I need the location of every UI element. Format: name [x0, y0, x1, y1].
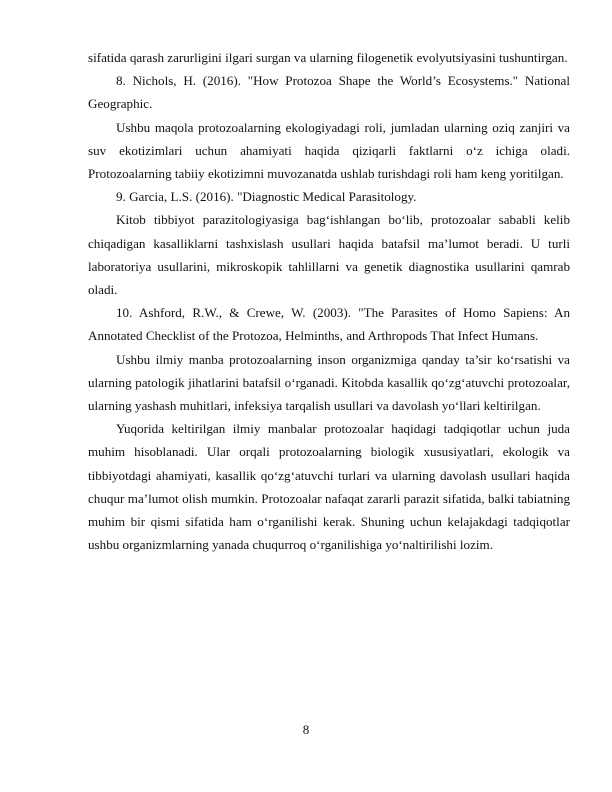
paragraph-continuation: sifatida qarash zarurligini ilgari surgan va ularning filogenetik evolyutsiyasini tushuntirgan. [88, 50, 568, 65]
conclusion-paragraph: Yuqorida keltirilgan ilmiy manbalar protozoalar haqidagi tadqiqotlar uchun juda muhim hisoblanadi. Ular orqali protozoalarning biologik xususiyatlari, ekologik va tibbiyotdagi ahamiyati, kasallik qo‘zg‘atuvchi turlari va ularning davolash usullari haqida chuqur ma’lumot olish mumkin. Protozoalar nafaqat zararli parazit sifatida, balki tabiatning muhim bir qismi sifatida ham o‘rganilishi kerak. Shuning uchun kelajakdagi tadqiqotlar ushbu organizmlarning yanada chuqurroq o‘rganilishiga yo‘naltirilishi lozim. [88, 421, 570, 553]
reference-9: 9. Garcia, L.S. (2016). "Diagnostic Medical Parasitology. [116, 189, 417, 205]
page-body [88, 46, 570, 556]
page-number: 8 [302, 722, 310, 737]
reference-10: 10. Ashford, R.W., & Crewe, W. (2003). "The Parasites of Homo Sapiens: An Annotated Checklist of the Protozoa, Helminths, and Arthropods That Infect Humans. [88, 305, 570, 344]
reference-10-description: Ushbu ilmiy manba protozoalarning inson organizmiga qanday ta’sir ko‘rsatishi va ularning patologik jihatlarini batafsil o‘rganadi. Kitobda kasallik qo‘zg‘atuvchi protozoalar, ularning yashash muhitlari, infeksiya tarqalish usullari va davolash yo‘llari keltirilgan. [88, 351, 570, 414]
reference-9-description: Kitob tibbiyot parazitologiyasiga bag‘ishlangan bo‘lib, protozoalar sababli kelib chiqadigan kasalliklarni tashxislash usullari haqida batafsil ma’lumot beradi. U turli laboratoriya usullarini, mikroskopik tahlillarni va genetik diagnostika usullarini qamrab oladi. [88, 212, 570, 298]
reference-8-description: Ushbu maqola protozoalarning ekologiyadagi roli, jumladan ularning oziq zanjiri va suv ekotizimlari uchun ahamiyati haqida qiziqarli faktlarni o‘z ichiga oladi. Protozoalarning tabiiy ekotizimni muvozanatda ushlab turishdagi roli ham keng yoritilgan. [88, 119, 570, 182]
reference-8: 8. Nichols, H. (2016). "How Protozoa Shape the World’s Ecosystems." National Geographic. [88, 73, 570, 112]
